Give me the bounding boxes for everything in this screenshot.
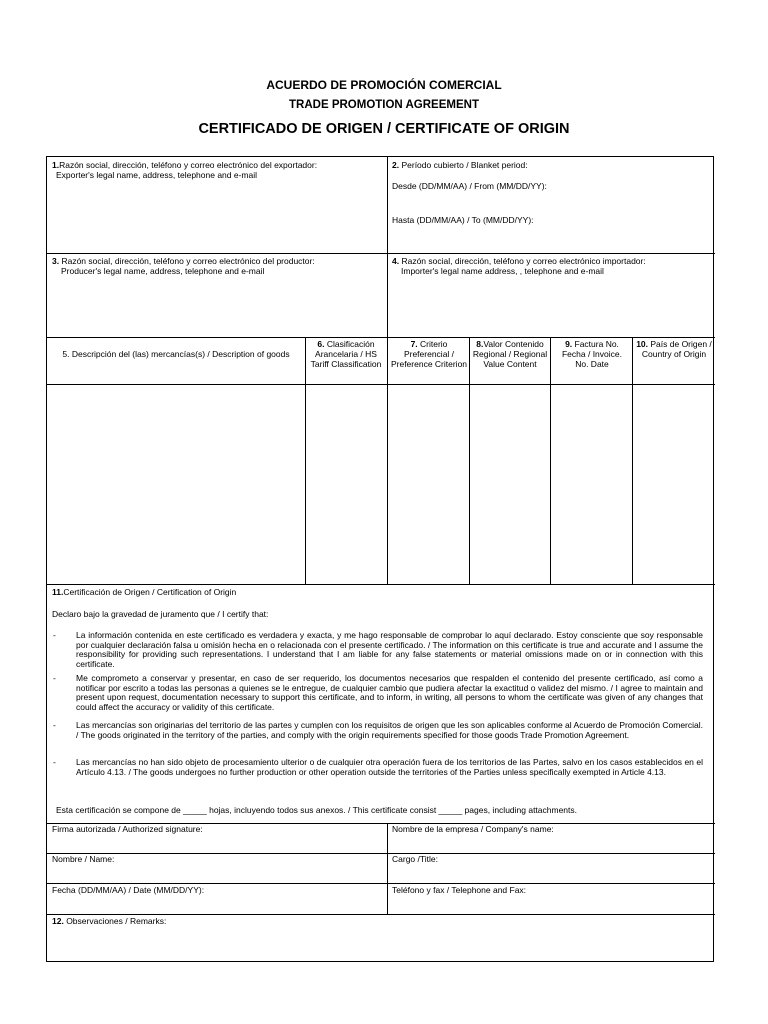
row-divider xyxy=(47,584,715,585)
bullet-dash: - xyxy=(53,757,56,767)
regional-value-input[interactable] xyxy=(470,385,549,583)
exporter-label-en: Exporter's legal name, address, telephone and e-mail xyxy=(56,170,258,180)
certification-title xyxy=(52,587,236,597)
producer-field[interactable] xyxy=(52,256,382,276)
importer-label-es: Razón social, dirección, teléfono y correo electrónico importador: xyxy=(401,256,646,266)
goods-description-input[interactable] xyxy=(48,385,304,583)
country-origin-input[interactable] xyxy=(633,385,713,583)
header-line-2: TRADE PROMOTION AGREEMENT xyxy=(289,99,479,111)
authorized-signature-field[interactable]: Firma autorizada / Authorized signature: xyxy=(52,824,203,834)
box-number: 2. xyxy=(392,160,400,170)
bullet-dash: - xyxy=(53,630,56,640)
col-number: 6. xyxy=(317,339,325,349)
col-divider xyxy=(387,157,388,337)
bullet-dash: - xyxy=(53,720,56,730)
header-line-1: ACUERDO DE PROMOCIÓN COMERCIAL xyxy=(266,78,502,92)
bullet-dash: - xyxy=(53,673,56,683)
box-number: 1. xyxy=(52,160,60,170)
col-number: 8. xyxy=(476,339,484,349)
box-number: 3. xyxy=(52,256,60,266)
col-header-invoice xyxy=(558,339,626,369)
col-number: 7. xyxy=(410,339,418,349)
box-number: 12. xyxy=(52,916,64,926)
col-number: 9. xyxy=(565,339,573,349)
blanket-period-field[interactable] xyxy=(392,160,710,170)
box-number: 11. xyxy=(52,587,64,597)
col-number: 10. xyxy=(636,339,649,349)
certification-clause-4: Las mercancías no han sido objeto de procesamiento ulterior o de cualquier otra operación fuera de los territorios de las Partes, salvo en los casos establecidos en el Artículo 4.13. / The goods undergoes no further production or other operation outside the territories of the Parties unless specifically exempted in Article 4.13. xyxy=(76,757,703,777)
col-divider xyxy=(387,823,388,914)
col-header-hs-classification xyxy=(309,339,383,369)
certification-clause-1: La información contenida en este certificado es verdadera y exacta, y me hago responsable de comprobar lo aquí declarado. Estoy consciente que soy responsable por cualquier declaración falsa u omisión hecha en o relacionada con el presente certificado. / The information on this certificate is true and accurate and I assume the responsibility for providing such representations. I understand that I am liable for any false statements or material omissions made on or in connection with this certificate. xyxy=(76,630,703,669)
preference-criterion-input[interactable] xyxy=(388,385,468,583)
exporter-field[interactable] xyxy=(52,160,382,180)
title-field[interactable]: Cargo /Title: xyxy=(392,854,438,864)
certification-title-text: Certificación de Origen / Certification of Origin xyxy=(63,587,237,597)
remarks-field[interactable] xyxy=(52,916,710,960)
remarks-label: Observaciones / Remarks: xyxy=(63,916,167,926)
col-header-preference-criterion xyxy=(390,339,468,369)
box-number: 4. xyxy=(392,256,400,266)
page-count-statement: Esta certificación se compone de _____ hojas, incluyendo todos sus anexos. / This certificate consist _____ pages, including attachments. xyxy=(56,805,578,815)
telephone-fax-field[interactable]: Teléfono y fax / Telephone and Fax: xyxy=(392,885,527,895)
row-divider xyxy=(47,337,715,338)
row-divider xyxy=(47,914,715,915)
certificate-form xyxy=(46,156,714,962)
invoice-input[interactable] xyxy=(551,385,631,583)
col-header-country-text: País de Origen / Country of Origin xyxy=(641,339,712,359)
producer-label-en: Producer's legal name, address, telephone and e-mail xyxy=(61,266,265,276)
col-header-regional-value xyxy=(472,339,548,369)
col-header-invoice-text: Factura No. Fecha / Invoice. No. Date xyxy=(561,339,622,369)
document-title: CERTIFICADO DE ORIGEN / CERTIFICATE OF ORIGIN xyxy=(198,121,570,137)
importer-label-en: Importer's legal name address, , telephone and e-mail xyxy=(401,266,604,276)
blanket-to-label: Hasta (DD/MM/AA) / To (MM/DD/YY): xyxy=(392,215,534,225)
name-field[interactable]: Nombre / Name: xyxy=(52,854,115,864)
producer-label-es: Razón social, dirección, teléfono y correo electrónico del productor: xyxy=(61,256,315,266)
certification-clause-3: Las mercancías son originarias del territorio de las partes y cumplen con los requisitos de origen que les son aplicables conforme al Acuerdo de Promoción Comercial. / The goods originated in the territory of the parties, and comply with the origin requirements specified for those goods Trade Promotion Agreement. xyxy=(76,720,703,740)
certification-declaration: Declaro bajo la gravedad de juramento que / I certify that: xyxy=(52,609,269,619)
col-header-hs-text: Clasificación Arancelaria / HS Tariff Classification xyxy=(310,339,382,369)
hs-classification-input[interactable] xyxy=(306,385,386,583)
date-field[interactable]: Fecha (DD/MM/AA) / Date (MM/DD/YY): xyxy=(52,885,205,895)
col-header-country-origin xyxy=(634,339,714,359)
exporter-label-es: Razón social, dirección, teléfono y correo electrónico del exportador: xyxy=(59,160,318,170)
col-header-value-text: Valor Contenido Regional / Regional Value Content xyxy=(472,339,548,369)
row-divider xyxy=(47,253,715,254)
col-header-description-text: 5. Descripción del (las) mercancías(s) / Description of goods xyxy=(62,349,290,359)
blanket-from-label: Desde (DD/MM/AA) / From (MM/DD/YY): xyxy=(392,181,547,191)
row-divider xyxy=(47,883,715,884)
certification-clause-2: Me comprometo a conservar y presentar, en caso de ser requerido, los documentos necesarios que respalden el contenido del presente certificado, así como a notificar por escrito a todas las personas a quienes se le entregue, de cualquier cambio que pudiera afectar la exactitud o validez del mismo. / I agree to maintain and present upon request, documentation necessary to support this certificate, and to inform, in writing, all persons to whom the certificate was given of any changes that could affect the accuracy or validity of this certificate. xyxy=(76,673,703,712)
company-name-field[interactable]: Nombre de la empresa / Company's name: xyxy=(392,824,554,834)
importer-field[interactable] xyxy=(392,256,710,276)
blanket-period-label: Período cubierto / Blanket period: xyxy=(401,160,528,170)
col-header-description xyxy=(49,349,303,359)
col-header-criterion-text: Criterio Preferencial / Preference Criterion xyxy=(390,339,468,369)
